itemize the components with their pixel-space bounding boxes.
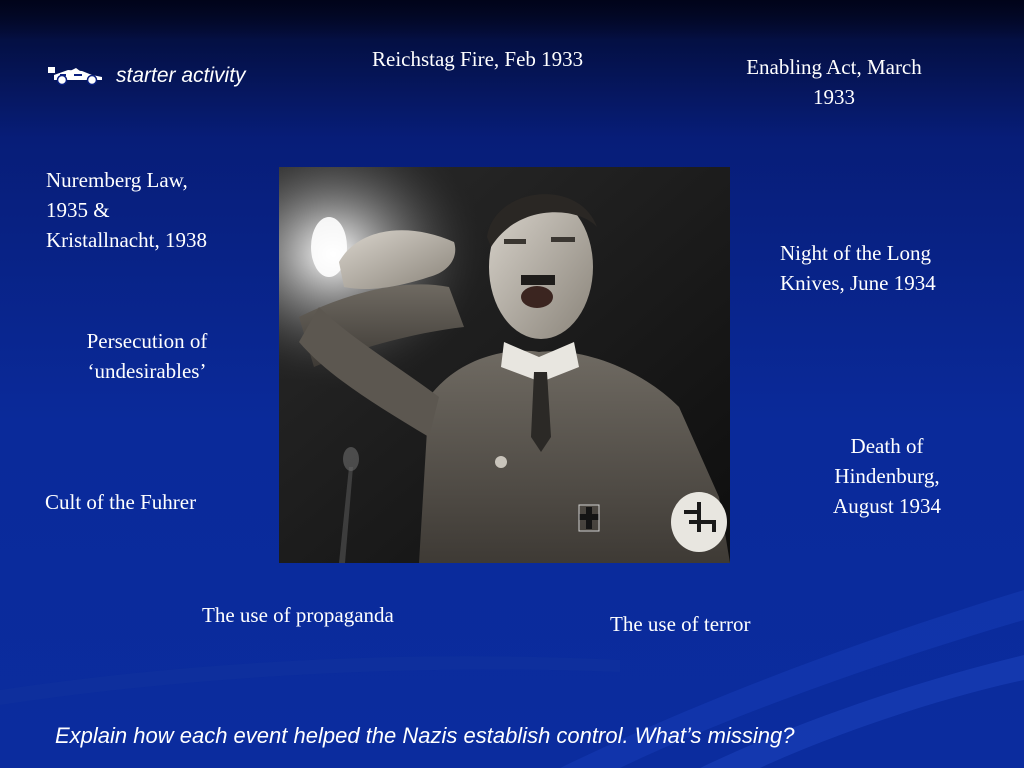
discussion-question: Explain how each event helped the Nazis establish control. What’s missing?: [55, 723, 795, 748]
event-cult-of-fuhrer: Cult of the Fuhrer: [45, 490, 197, 514]
event-persecution: Persecution of ‘undesirables’: [86, 329, 208, 383]
speaker-photo: [279, 167, 730, 563]
race-car-icon: [46, 63, 104, 90]
event-propaganda: The use of propaganda: [202, 603, 394, 627]
event-reichstag-fire: Reichstag Fire, Feb 1933: [372, 47, 584, 71]
starter-activity-label: starter activity: [116, 64, 246, 87]
event-nuremberg-kristallnacht: Nuremberg Law, 1935 & Kristallnacht, 1938: [46, 168, 207, 252]
event-terror: The use of terror: [610, 612, 751, 636]
event-enabling-act: Enabling Act, March 1933: [746, 55, 922, 109]
starter-activity-header: [46, 60, 246, 92]
event-night-of-long-knives: Night of the Long Knives, June 1934: [780, 241, 936, 295]
event-death-of-hindenburg: Death of Hindenburg, August 1934: [833, 434, 941, 518]
